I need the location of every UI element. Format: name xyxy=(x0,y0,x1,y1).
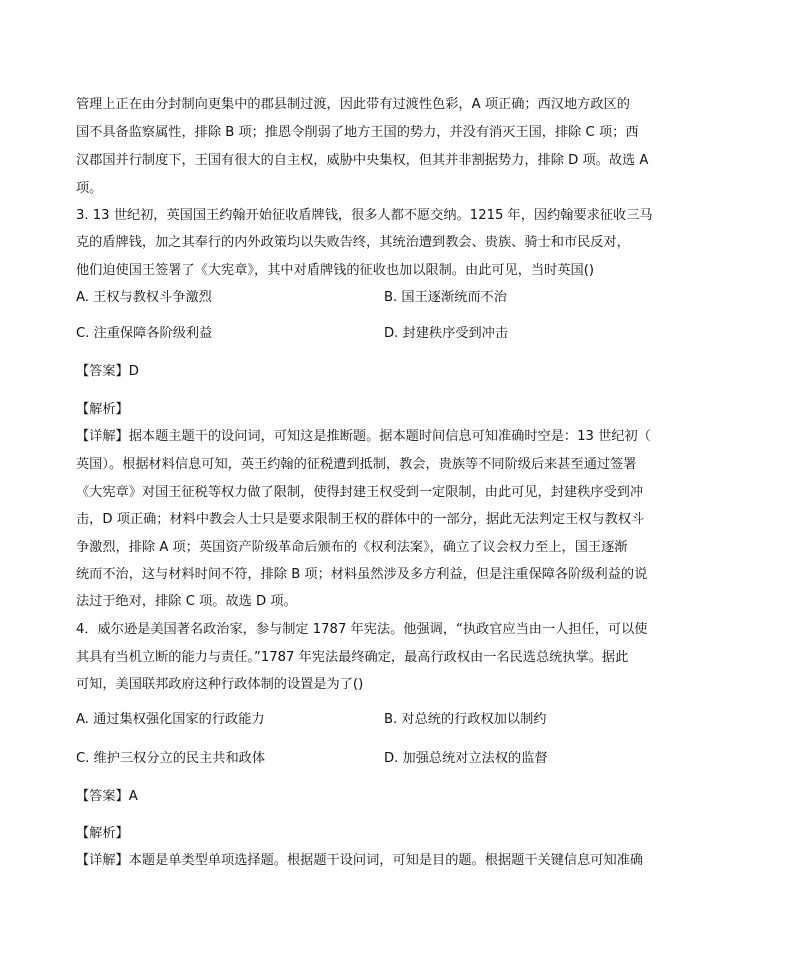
q3-explanation-line: 英国）。根据材料信息可知，英王约翰的征税遭到抵制，教会，贵族等不同阶级后来甚至通过签署 xyxy=(76,457,637,472)
q3-answer: 【答案】D xyxy=(76,364,139,379)
q4-analysis-heading: 【解析】 xyxy=(76,826,129,841)
question-4-line: 4．威尔逊是美国著名政治家，参与制定 1787 年宪法。他强调，“执政官应当由一人担任，可以使 xyxy=(76,622,648,637)
q3-explanation-line: 【详解】据本题主题干的设问词，可知这是推断题。据本题时间信息可知准确时空是：13 世纪初（ xyxy=(76,429,651,444)
q3-explanation-line: 统而不治，这与材料时间不符，排除 B 项；材料虽然涉及多方利益，但是注重保障各阶级利益的说 xyxy=(76,567,648,582)
q3-option-d: D. 封建秩序受到冲击 xyxy=(384,326,509,341)
q4-option-a: A. 通过集权强化国家的行政能力 xyxy=(76,712,265,727)
q3-explanation-line: 争激烈，排除 A 项；英国资产阶级革命后颁布的《权利法案》，确立了议会权力至上，国王逐渐 xyxy=(76,540,628,555)
q3-option-a: A. 王权与教权斗争激烈 xyxy=(76,290,212,305)
q4-explanation-line: 【详解】本题是单类型单项选择题。根据题干设问词，可知是目的题。根据题干关键信息可知准确 xyxy=(76,853,644,868)
q3-explanation-line: 法过于绝对，排除 C 项。故选 D 项。 xyxy=(76,594,297,609)
q3-explanation-line: 《大宪章》对国王征税等权力做了限制，使得封建王权受到一定限制，由此可见，封建秩序受到冲 xyxy=(76,485,644,500)
text-line: 项。 xyxy=(76,181,103,196)
q4-option-b: B. 对总统的行政权加以制约 xyxy=(384,712,547,727)
q3-explanation-line: 击，D 项正确；材料中教会人士只是要求限制王权的群体中的一部分，据此无法判定王权与教权斗 xyxy=(76,512,645,527)
q3-option-c: C. 注重保障各阶级利益 xyxy=(76,326,213,341)
question-4-line: 其具有当机立断的能力与责任。”1787 年宪法最终确定，最高行政权由一名民选总统执掌。据此 xyxy=(76,650,629,665)
text-line: 国不具备监察属性，排除 B 项；推恩令削弱了地方王国的势力，并没有消灭王国，排除 C 项；西 xyxy=(76,125,639,140)
q4-option-d: D. 加强总统对立法权的监督 xyxy=(384,751,548,766)
q4-answer: 【答案】A xyxy=(76,789,138,804)
question-3-line: 克的盾牌钱，加之其奉行的内外政策均以失败告终，其统治遭到教会、贵族、骑士和市民反对， xyxy=(76,235,630,250)
text-line: 管理上正在由分封制向更集中的郡县制过渡，因此带有过渡性色彩，A 项正确；西汉地方政区的 xyxy=(76,97,630,112)
question-3-line: 他们迫使国王签署了《大宪章》，其中对盾牌钱的征收也加以限制。由此可见，当时英国() xyxy=(76,263,594,278)
q3-option-b: B. 国王逐渐统而不治 xyxy=(384,290,507,305)
question-3-line: 3. 13 世纪初，英国国王约翰开始征收盾牌钱，很多人都不愿交纳。1215 年，因约翰要求征收三马 xyxy=(76,208,653,223)
q4-option-c: C. 维护三权分立的民主共和政体 xyxy=(76,751,266,766)
text-line: 汉郡国并行制度下，王国有很大的自主权，威胁中央集权，但其并非割据势力，排除 D 项。故选 A xyxy=(76,153,649,168)
q3-analysis-heading: 【解析】 xyxy=(76,402,129,417)
question-4-line: 可知，美国联邦政府这种行政体制的设置是为了() xyxy=(76,677,364,692)
